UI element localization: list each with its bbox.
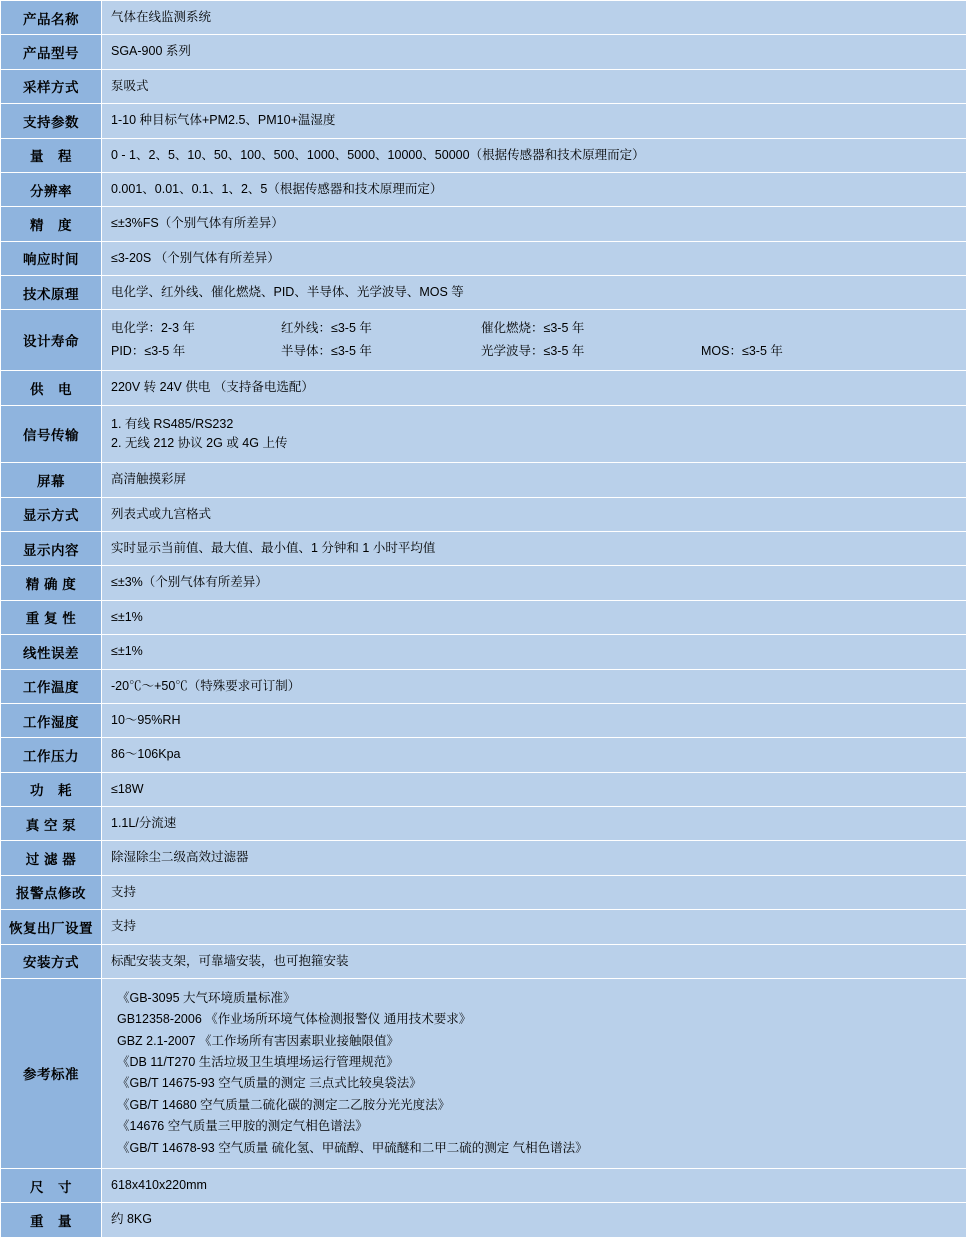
table-row (1, 875, 967, 909)
table-row (1, 566, 967, 600)
row-value: 约 8KG (102, 1203, 967, 1237)
row-label: 精 度 (1, 207, 102, 241)
table-row (1, 1203, 967, 1237)
table-row (1, 841, 967, 875)
row-value: 1.1L/分流速 (102, 807, 967, 841)
signal-line: 2. 无线 212 协议 2G 或 4G 上传 (111, 435, 288, 450)
row-label: 工作湿度 (1, 703, 102, 737)
standard-line: 《GB-3095 大气环境质量标准》 (117, 990, 296, 1005)
row-label: 技术原理 (1, 276, 102, 310)
design-life-grid (111, 319, 958, 361)
row-label: 信号传输 (1, 405, 102, 463)
table-row (1, 497, 967, 531)
table-row (1, 703, 967, 737)
row-value: 支持 (102, 875, 967, 909)
row-value: ≤±1% (102, 600, 967, 634)
row-value: 1-10 种目标气体+PM2.5、PM10+温湿度 (102, 104, 967, 138)
standard-line: 《DB 11/T270 生活垃圾卫生填埋场运行管理规范》 (117, 1055, 399, 1069)
row-value: 0 - 1、2、5、10、50、100、500、1000、5000、10000、50000（根据传感器和技术原理而定） (102, 138, 967, 172)
row-value: 220V 转 24V 供电 （支持备电选配） (102, 371, 967, 405)
table-row (1, 104, 967, 138)
table-row (1, 600, 967, 634)
row-label: 供 电 (1, 371, 102, 405)
row-label: 采样方式 (1, 69, 102, 103)
standard-line: 《GB/T 14678-93 空气质量 硫化氢、甲硫醇、甲硫醚和二甲二硫的测定 气相色谱法》 (117, 1140, 588, 1155)
table-row-design-life (1, 310, 967, 371)
signal-line: 1. 有线 RS485/RS232 (111, 416, 234, 431)
design-life-item: 红外线：≤3-5 年 (281, 321, 372, 336)
table-row-standards (1, 978, 967, 1168)
row-label: 工作压力 (1, 738, 102, 772)
table-row (1, 944, 967, 978)
row-label: 精 确 度 (1, 566, 102, 600)
row-label: 重 复 性 (1, 600, 102, 634)
table-row (1, 669, 967, 703)
design-life-item: 催化燃烧：≤3-5 年 (481, 321, 585, 336)
design-life-item: 半导体：≤3-5 年 (281, 343, 372, 358)
standard-line: 《GB/T 14675-93 空气质量的测定 三点式比较臭袋法》 (117, 1076, 422, 1091)
standard-line: 《14676 空气质量三甲胺的测定气相色谱法》 (117, 1119, 368, 1134)
row-label: 功 耗 (1, 772, 102, 806)
row-label: 量 程 (1, 138, 102, 172)
table-row (1, 1168, 967, 1202)
row-value: 86～106Kpa (102, 738, 967, 772)
row-value: 高清触摸彩屏 (102, 463, 967, 497)
row-label: 支持参数 (1, 104, 102, 138)
row-value: 标配安装支架，可靠墙安装，也可抱箍安装 (102, 944, 967, 978)
row-label: 尺 寸 (1, 1168, 102, 1202)
row-value: 泵吸式 (102, 69, 967, 103)
row-label: 参考标准 (1, 978, 102, 1168)
row-value: 气体在线监测系统 (102, 1, 967, 35)
table-row (1, 807, 967, 841)
table-row (1, 1, 967, 35)
table-body (1, 1, 967, 1238)
row-value: SGA-900 系列 (102, 35, 967, 69)
design-life-item: PID：≤3-5 年 (111, 343, 186, 358)
row-label: 屏幕 (1, 463, 102, 497)
row-value: 10～95%RH (102, 703, 967, 737)
row-value: 618x410x220mm (102, 1168, 967, 1202)
table-row (1, 463, 967, 497)
table-row (1, 138, 967, 172)
row-value-design-life (102, 310, 967, 371)
row-label: 过 滤 器 (1, 841, 102, 875)
row-label: 设计寿命 (1, 310, 102, 371)
row-value-standards (102, 978, 967, 1168)
standard-line: GBZ 2.1-2007 《工作场所有害因素职业接触限值》 (117, 1033, 399, 1048)
table-row (1, 207, 967, 241)
row-value: 除湿除尘二级高效过滤器 (102, 841, 967, 875)
row-value: 实时显示当前值、最大值、最小值、1 分钟和 1 小时平均值 (102, 532, 967, 566)
row-label: 重 量 (1, 1203, 102, 1237)
table-row (1, 910, 967, 944)
row-value: ≤±3%FS（个别气体有所差异） (102, 207, 967, 241)
table-row (1, 241, 967, 275)
row-value-signal (102, 405, 967, 463)
row-label: 产品型号 (1, 35, 102, 69)
row-label: 真 空 泵 (1, 807, 102, 841)
row-value: 列表式或九宫格式 (102, 497, 967, 531)
row-label: 显示方式 (1, 497, 102, 531)
row-value: ≤±3%（个别气体有所差异） (102, 566, 967, 600)
design-life-item: 电化学：2-3 年 (111, 321, 196, 336)
row-label: 报警点修改 (1, 875, 102, 909)
row-label: 工作温度 (1, 669, 102, 703)
table-row (1, 532, 967, 566)
row-label: 线性误差 (1, 635, 102, 669)
row-label: 显示内容 (1, 532, 102, 566)
design-life-item (701, 319, 958, 338)
row-value: 支持 (102, 910, 967, 944)
table-row (1, 35, 967, 69)
table-row (1, 172, 967, 206)
row-label: 分辨率 (1, 172, 102, 206)
table-row (1, 738, 967, 772)
row-label: 响应时间 (1, 241, 102, 275)
table-row-signal (1, 405, 967, 463)
row-value: ≤3-20S （个别气体有所差异） (102, 241, 967, 275)
table-row (1, 371, 967, 405)
table-row (1, 276, 967, 310)
standard-line: GB12358-2006 《作业场所环境气体检测报警仪 通用技术要求》 (117, 1012, 472, 1027)
row-label: 安装方式 (1, 944, 102, 978)
row-value: ≤±1% (102, 635, 967, 669)
row-value: 0.001、0.01、0.1、1、2、5（根据传感器和技术原理而定） (102, 172, 967, 206)
row-value: -20℃～+50℃（特殊要求可订制） (102, 669, 967, 703)
table-row (1, 69, 967, 103)
row-value: ≤18W (102, 772, 967, 806)
table-row (1, 635, 967, 669)
design-life-item: 光学波导：≤3-5 年 (481, 343, 585, 358)
row-value: 电化学、红外线、催化燃烧、PID、半导体、光学波导、MOS 等 (102, 276, 967, 310)
row-label: 产品名称 (1, 1, 102, 35)
standard-line: 《GB/T 14680 空气质量二硫化碳的测定二乙胺分光光度法》 (117, 1097, 451, 1112)
table-row (1, 772, 967, 806)
row-label: 恢复出厂设置 (1, 910, 102, 944)
design-life-item: MOS：≤3-5 年 (701, 343, 783, 358)
